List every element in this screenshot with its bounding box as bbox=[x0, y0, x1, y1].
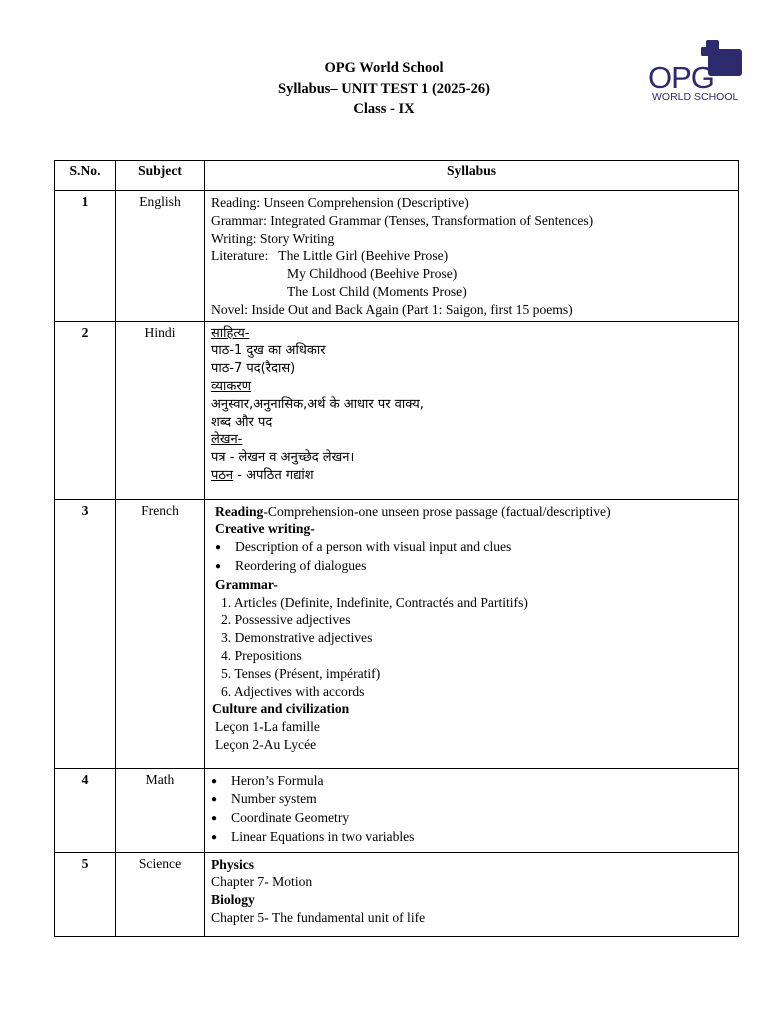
syllabus-line: Chapter 7- Motion bbox=[211, 874, 313, 890]
section-heading: Physics bbox=[211, 856, 255, 872]
math-list bbox=[211, 772, 734, 847]
header-subject: Subject bbox=[116, 161, 205, 191]
row-sno: 4 bbox=[55, 768, 116, 852]
list-item: ● Linear Equations in two variables bbox=[211, 828, 734, 847]
syllabus-line: Reading: Unseen Comprehension (Descriptive) bbox=[211, 195, 469, 210]
row-sno: 2 bbox=[55, 321, 116, 499]
syllabus-line: Grammar: Integrated Grammar (Tenses, Transformation of Sentences) bbox=[211, 212, 594, 228]
syllabus-line: Novel: Inside Out and Back Again (Part 1: Saigon, first 15 poems) bbox=[211, 301, 573, 317]
list-item: ● Coordinate Geometry bbox=[211, 809, 734, 828]
syllabus-line: Chapter 5- The fundamental unit of life bbox=[211, 909, 426, 925]
section-heading: Culture and civilization bbox=[212, 701, 350, 717]
section-heading: साहित्य- bbox=[211, 325, 250, 341]
table-row-hindi bbox=[55, 321, 739, 499]
list-item: Leçon 1-La famille bbox=[215, 719, 320, 735]
school-name: OPG World School bbox=[324, 60, 444, 76]
opg-logo bbox=[648, 40, 744, 102]
creative-list bbox=[215, 538, 734, 576]
list-item: 1. Articles (Definite, Indefinite, Contractés and Partitifs) bbox=[221, 594, 528, 610]
syllabus-line-text: - अपठित गद्यांश bbox=[233, 467, 314, 483]
syllabus-science bbox=[205, 852, 739, 936]
syllabus-line: अनुस्वार,अनुनासिक,अर्थ के आधार पर वाक्य, bbox=[211, 396, 424, 412]
list-item: Leçon 2-Au Lycée bbox=[215, 736, 317, 752]
logo-subtext: WORLD SCHOOL bbox=[652, 91, 739, 102]
row-sno: 3 bbox=[55, 499, 116, 768]
class-label: Class - IX bbox=[353, 101, 415, 117]
table-row-science bbox=[55, 852, 739, 936]
syllabus-hindi bbox=[205, 321, 739, 499]
section-heading: व्याकरण bbox=[211, 378, 252, 394]
list-item: 3. Demonstrative adjectives bbox=[221, 630, 373, 646]
header-sno: S.No. bbox=[55, 161, 116, 191]
syllabus-line: The Lost Child (Moments Prose) bbox=[287, 283, 467, 299]
row-subject: Math bbox=[116, 768, 205, 852]
table-header-row bbox=[55, 161, 739, 191]
list-item: 2. Possessive adjectives bbox=[221, 612, 351, 628]
table-row-french bbox=[55, 499, 739, 768]
row-sno: 1 bbox=[55, 191, 116, 322]
syllabus-math bbox=[205, 768, 739, 852]
list-item: ● Reordering of dialogues bbox=[215, 557, 734, 576]
list-item: 4. Prepositions bbox=[221, 647, 302, 663]
row-subject: Hindi bbox=[116, 321, 205, 499]
table-row-math bbox=[55, 768, 739, 852]
syllabus-line: पाठ-1 दुख का अधिकार bbox=[211, 343, 326, 359]
section-heading: Creative writing- bbox=[215, 521, 315, 537]
list-item: ● Number system bbox=[211, 790, 734, 809]
syllabus-line: पत्र - लेखन व अनुच्छेद लेखन। bbox=[211, 450, 355, 466]
row-subject: English bbox=[116, 191, 205, 322]
syllabus-line: Writing: Story Writing bbox=[211, 230, 335, 246]
syllabus-line: शब्द और पद bbox=[211, 414, 273, 430]
section-heading: पठन bbox=[211, 467, 234, 483]
syllabus-french bbox=[205, 499, 739, 768]
syllabus-english bbox=[205, 191, 739, 322]
row-subject: Science bbox=[116, 852, 205, 936]
list-item: 5. Tenses (Présent, impératif) bbox=[221, 665, 381, 681]
header-syllabus: Syllabus bbox=[205, 161, 739, 191]
syllabus-line bbox=[215, 503, 734, 521]
logo-text: OPG bbox=[648, 60, 714, 95]
row-subject: French bbox=[116, 499, 205, 768]
syllabus-line bbox=[211, 467, 734, 485]
row-sno: 5 bbox=[55, 852, 116, 936]
table-row-english bbox=[55, 191, 739, 322]
syllabus-line: पाठ-7 पद(रैदास) bbox=[211, 361, 296, 377]
section-heading: Grammar- bbox=[215, 576, 278, 592]
syllabus-line: My Childhood (Beehive Prose) bbox=[287, 266, 458, 282]
section-heading: लेखन- bbox=[211, 432, 243, 448]
syllabus-table bbox=[54, 160, 739, 937]
opg-logo-graphic bbox=[648, 40, 744, 102]
section-heading: Biology bbox=[211, 892, 255, 908]
list-item: ● Heron’s Formula bbox=[211, 772, 734, 791]
syllabus-line: Literature: The Little Girl (Beehive Prose) bbox=[211, 248, 449, 264]
syllabus-line-text: -Comprehension-one unseen prose passage (factual/descriptive) bbox=[263, 503, 611, 519]
list-item: ● Description of a person with visual input and clues bbox=[215, 538, 734, 557]
section-heading: Reading bbox=[215, 503, 264, 519]
list-item: 6. Adjectives with accords bbox=[221, 683, 365, 699]
document-title: Syllabus– UNIT TEST 1 (2025-26) bbox=[278, 80, 490, 97]
